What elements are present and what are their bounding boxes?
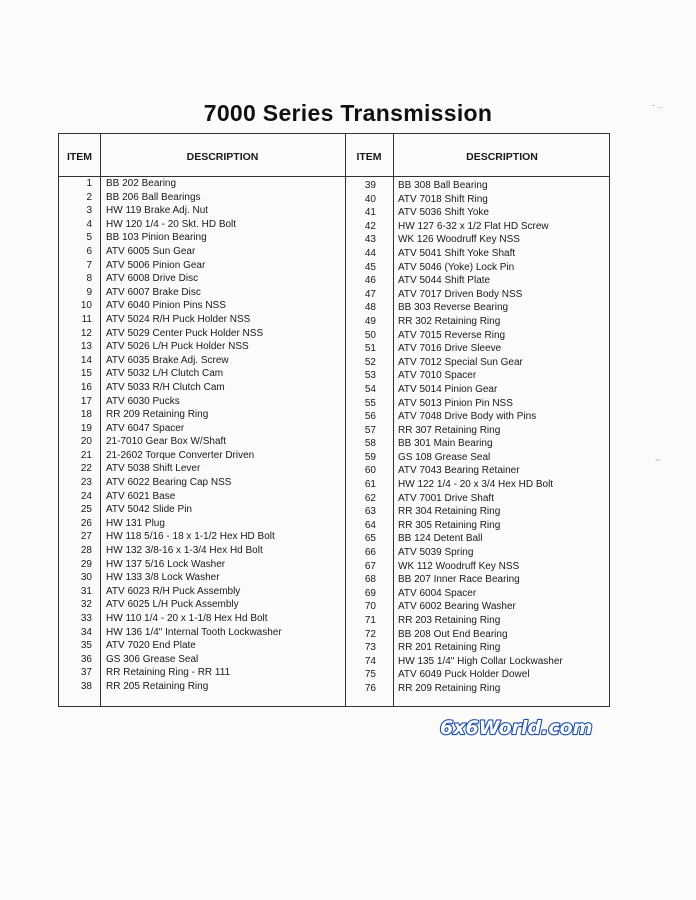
item-description: ATV 5014 Pinion Gear — [398, 383, 498, 395]
item-description: ATV 5036 Shift Yoke — [398, 207, 489, 219]
item-description: ATV 7048 Drive Body with Pins — [398, 411, 537, 423]
item-number: 37 — [80, 667, 92, 679]
item-number: 42 — [364, 220, 376, 232]
item-number: 27 — [80, 531, 92, 543]
table-row — [59, 177, 345, 191]
item-number: 61 — [364, 479, 376, 491]
item-description: ATV 5041 Shift Yoke Shaft — [398, 247, 516, 259]
item-description: HW 119 Brake Adj. Nut — [106, 205, 209, 217]
watermark-logo-graphic — [430, 712, 610, 742]
item-description: BB 301 Main Bearing — [398, 438, 493, 450]
item-number: 45 — [364, 261, 376, 273]
table-row — [59, 612, 345, 626]
item-description: HW 110 1/4 - 20 x 1-1/8 Hex Hd Bolt — [106, 613, 268, 624]
table-row — [345, 628, 611, 642]
item-description: HW 135 1/4" High Collar Lockwasher — [398, 655, 563, 667]
item-description: ATV 6022 Bearing Cap NSS — [106, 477, 232, 489]
table-row — [59, 571, 345, 585]
item-number: 71 — [364, 615, 376, 626]
item-number: 44 — [364, 247, 376, 259]
item-description: ATV 7017 Driven Body NSS — [398, 288, 523, 300]
item-description: HW 120 1/4 - 20 Skt. HD Bolt — [106, 218, 237, 230]
item-description: RR 305 Retaining Ring — [398, 519, 501, 531]
item-number: 30 — [80, 572, 92, 584]
item-description: 21-7010 Gear Box W/Shaft — [106, 436, 227, 448]
table-row — [345, 288, 611, 302]
table-row — [345, 356, 611, 370]
item-description: BB 207 Inner Race Bearing — [398, 574, 520, 586]
table-row — [345, 641, 611, 655]
table-row — [345, 464, 611, 478]
item-number: 64 — [364, 519, 376, 531]
table-row — [59, 299, 345, 313]
item-number: 74 — [364, 655, 376, 667]
table-row — [345, 410, 611, 424]
item-description: ATV 7012 Special Sun Gear — [398, 356, 523, 368]
header-description-right: DESCRIPTION — [466, 151, 538, 163]
item-number: 63 — [364, 506, 376, 518]
scan-speck: - .. — [652, 100, 663, 110]
table-row — [345, 532, 611, 546]
item-description: ATV 7020 End Plate — [106, 640, 196, 652]
page-title: 7000 Series Transmission — [203, 100, 493, 126]
item-description: BB 202 Bearing — [106, 178, 177, 189]
item-number: 11 — [81, 313, 92, 325]
item-description: BB 303 Reverse Bearing — [398, 302, 509, 314]
table-row — [59, 191, 345, 205]
table-row — [59, 626, 345, 640]
item-description: ATV 5024 R/H Puck Holder NSS — [106, 313, 251, 325]
item-number: 56 — [364, 411, 376, 423]
item-number: 4 — [86, 218, 92, 230]
item-description: ATV 6035 Brake Adj. Screw — [106, 354, 229, 366]
table-row — [59, 653, 345, 667]
table-row — [59, 272, 345, 286]
table-row — [59, 530, 345, 544]
item-description: HW 122 1/4 - 20 x 3/4 Hex HD Bolt — [398, 479, 554, 491]
item-description: RR 307 Retaining Ring — [398, 424, 501, 436]
item-description: ATV 5033 R/H Clutch Cam — [106, 381, 225, 393]
table-row — [59, 639, 345, 653]
table-row — [345, 587, 611, 601]
item-number: 72 — [364, 628, 376, 640]
item-number: 67 — [364, 560, 376, 572]
item-description: HW 132 3/8-16 x 1-3/4 Hex Hd Bolt — [106, 545, 263, 557]
item-description: RR 201 Retaining Ring — [398, 642, 501, 654]
item-number: 73 — [364, 642, 376, 654]
item-description: ATV 5044 Shift Plate — [398, 275, 491, 287]
item-description: RR 203 Retaining Ring — [398, 615, 501, 626]
item-number: 23 — [80, 477, 92, 489]
item-description: ATV 6040 Pinion Pins NSS — [106, 300, 226, 312]
item-description: ATV 7010 Spacer — [398, 370, 477, 382]
item-number: 51 — [364, 343, 376, 355]
table-row — [345, 655, 611, 669]
item-number: 13 — [80, 341, 92, 353]
item-description: ATV 5026 L/H Puck Holder NSS — [106, 341, 249, 353]
item-description: ATV 6005 Sun Gear — [106, 245, 196, 257]
item-number: 3 — [86, 205, 92, 217]
item-description: ATV 6007 Brake Disc — [106, 286, 201, 298]
item-number: 59 — [364, 451, 376, 463]
item-number: 54 — [364, 383, 376, 395]
item-number: 2 — [86, 191, 92, 203]
item-number: 22 — [80, 463, 92, 475]
table-row — [345, 301, 611, 315]
item-description: BB 208 Out End Bearing — [398, 628, 508, 640]
item-number: 48 — [364, 302, 376, 314]
item-number: 26 — [80, 517, 92, 529]
table-row — [59, 544, 345, 558]
item-description: HW 137 5/16 Lock Washer — [106, 558, 226, 570]
table-row — [345, 179, 611, 193]
item-number: 60 — [364, 465, 376, 477]
table-row — [345, 560, 611, 574]
table-row — [59, 286, 345, 300]
item-description: ATV 7018 Shift Ring — [398, 193, 488, 205]
table-row — [59, 218, 345, 232]
item-description: BB 206 Ball Bearings — [106, 191, 201, 203]
table-row — [59, 313, 345, 327]
table-row — [345, 614, 611, 628]
table-row — [59, 490, 345, 504]
item-description: HW 118 5/16 - 18 x 1-1/2 Hex HD Bolt — [106, 531, 275, 543]
table-row — [345, 274, 611, 288]
table-row — [345, 424, 611, 438]
table-row — [59, 354, 345, 368]
item-description: ATV 6008 Drive Disc — [106, 273, 199, 285]
item-description: GS 306 Grease Seal — [106, 653, 199, 665]
table-row — [345, 369, 611, 383]
table-row — [345, 478, 611, 492]
item-number: 50 — [364, 329, 376, 341]
item-description: ATV 6023 R/H Puck Assembly — [106, 585, 241, 597]
table-row — [345, 519, 611, 533]
item-number: 10 — [80, 300, 92, 312]
item-number: 39 — [364, 180, 376, 191]
table-row — [345, 451, 611, 465]
item-description: ATV 6047 Spacer — [106, 422, 185, 434]
item-description: BB 103 Pinion Bearing — [106, 232, 207, 244]
header-item-left: ITEM — [66, 151, 93, 163]
item-description: HW 127 6-32 x 1/2 Flat HD Screw — [398, 220, 549, 232]
table-row — [59, 517, 345, 531]
item-description: HW 136 1/4" Internal Tooth Lockwasher — [106, 626, 282, 638]
watermark-logo — [430, 712, 610, 742]
item-description: ATV 6025 L/H Puck Assembly — [106, 599, 239, 611]
item-number: 31 — [80, 585, 92, 597]
item-description: ATV 5038 Shift Lever — [106, 463, 201, 475]
item-description: 21-2602 Torque Converter Driven — [106, 449, 255, 461]
item-number: 46 — [364, 275, 376, 287]
table-row — [59, 435, 345, 449]
item-description: ATV 5006 Pinion Gear — [106, 259, 206, 271]
item-number: 65 — [364, 533, 376, 545]
table-row — [59, 408, 345, 422]
item-number: 58 — [364, 438, 376, 450]
item-number: 52 — [364, 356, 376, 368]
item-description: ATV 6002 Bearing Washer — [398, 601, 516, 613]
table-row — [59, 666, 345, 680]
table-row — [345, 206, 611, 220]
item-number: 19 — [80, 422, 92, 434]
item-number: 5 — [86, 232, 92, 244]
item-number: 12 — [80, 327, 92, 339]
item-description: RR Retaining Ring - RR 111 — [106, 667, 231, 679]
item-number: 75 — [364, 669, 376, 681]
item-description: BB 308 Ball Bearing — [398, 180, 488, 191]
table-row — [345, 437, 611, 451]
item-description: ATV 6049 Puck Holder Dowel — [398, 669, 530, 681]
table-row — [345, 383, 611, 397]
item-number: 25 — [80, 504, 92, 516]
item-number: 55 — [364, 397, 376, 409]
item-description: ATV 7015 Reverse Ring — [398, 329, 506, 341]
item-number: 7 — [86, 259, 92, 271]
table-row — [59, 598, 345, 612]
item-number: 21 — [80, 449, 92, 461]
table-row — [59, 259, 345, 273]
item-number: 49 — [364, 315, 376, 327]
item-description: ATV 7043 Bearing Retainer — [398, 465, 520, 477]
table-row — [345, 546, 611, 560]
item-number: 43 — [364, 234, 376, 246]
item-number: 34 — [80, 626, 92, 638]
table-row — [345, 573, 611, 587]
item-number: 76 — [364, 682, 376, 694]
item-number: 68 — [364, 574, 376, 586]
item-description: ATV 7001 Drive Shaft — [398, 492, 494, 504]
item-description: ATV 5029 Center Puck Holder NSS — [106, 327, 264, 339]
item-description: ATV 6004 Spacer — [398, 587, 477, 599]
item-description: WK 126 Woodruff Key NSS — [398, 234, 520, 246]
scan-speck: ~ — [655, 455, 661, 465]
table-row — [345, 342, 611, 356]
table-row — [59, 204, 345, 218]
table-row — [345, 668, 611, 682]
header-description-left: DESCRIPTION — [186, 151, 259, 163]
item-description: RR 209 Retaining Ring — [106, 409, 209, 421]
item-number: 35 — [80, 640, 92, 652]
table-row — [345, 600, 611, 614]
item-description: ATV 5032 L/H Clutch Cam — [106, 368, 224, 380]
right-parts-column — [345, 179, 611, 696]
table-row — [59, 395, 345, 409]
item-description: RR 205 Retaining Ring — [106, 680, 209, 692]
watermark-text: 6x6World.com — [440, 717, 593, 739]
table-row — [59, 680, 345, 694]
table-row — [59, 367, 345, 381]
table-row — [59, 340, 345, 354]
item-number: 16 — [80, 381, 92, 393]
item-number: 24 — [80, 490, 92, 502]
table-row — [345, 682, 611, 696]
item-number: 28 — [80, 545, 92, 557]
item-number: 14 — [80, 354, 92, 366]
table-row — [345, 247, 611, 261]
table-row — [345, 220, 611, 234]
item-number: 62 — [364, 492, 376, 504]
table-row — [59, 462, 345, 476]
item-number: 17 — [80, 395, 92, 407]
item-description: BB 124 Detent Ball — [398, 533, 483, 545]
item-number: 41 — [364, 207, 376, 219]
table-row — [345, 193, 611, 207]
table-row — [59, 245, 345, 259]
item-description: RR 302 Retaining Ring — [398, 315, 501, 327]
item-description: WK 112 Woodruff Key NSS — [398, 560, 520, 572]
item-number: 18 — [80, 409, 92, 421]
item-description: ATV 7016 Drive Sleeve — [398, 343, 502, 355]
table-row — [59, 422, 345, 436]
item-description: ATV 6021 Base — [106, 490, 176, 502]
table-row — [345, 492, 611, 506]
item-number: 40 — [364, 193, 376, 205]
table-row — [59, 449, 345, 463]
item-description: ATV 5013 Pinion Pin NSS — [398, 397, 513, 409]
item-description: ATV 6030 Pucks — [106, 395, 180, 407]
item-description: ATV 5042 Slide Pin — [106, 504, 192, 516]
item-number: 20 — [80, 436, 92, 448]
item-description: ATV 5046 (Yoke) Lock Pin — [398, 261, 515, 273]
item-number: 36 — [80, 653, 92, 665]
item-description: RR 304 Retaining Ring — [398, 506, 501, 518]
item-number: 6 — [86, 245, 92, 257]
item-number: 70 — [364, 601, 376, 613]
item-number: 57 — [364, 424, 376, 436]
item-number: 15 — [80, 368, 92, 380]
table-row — [59, 327, 345, 341]
item-number: 53 — [364, 370, 376, 382]
table-row — [345, 261, 611, 275]
table-row — [345, 233, 611, 247]
table-row — [345, 315, 611, 329]
item-description: HW 133 3/8 Lock Washer — [106, 572, 220, 584]
item-number: 8 — [86, 273, 92, 285]
item-number: 69 — [364, 587, 376, 599]
table-row — [345, 505, 611, 519]
item-number: 32 — [80, 599, 92, 611]
item-number: 33 — [80, 613, 92, 624]
item-number: 38 — [80, 680, 92, 692]
left-parts-column — [59, 177, 345, 694]
header-item-right: ITEM — [356, 151, 382, 163]
table-row — [345, 329, 611, 343]
item-description: RR 209 Retaining Ring — [398, 682, 501, 694]
item-number: 47 — [364, 288, 376, 300]
item-description: GS 108 Grease Seal — [398, 451, 491, 463]
table-row — [59, 503, 345, 517]
table-row — [345, 397, 611, 411]
item-description: HW 131 Plug — [106, 517, 165, 529]
table-row — [59, 231, 345, 245]
table-row — [59, 476, 345, 490]
item-number: 9 — [86, 286, 92, 298]
parts-table — [58, 133, 610, 707]
item-description: ATV 5039 Spring — [398, 547, 474, 559]
item-number: 66 — [364, 547, 376, 559]
table-row — [59, 381, 345, 395]
table-row — [59, 558, 345, 572]
item-number: 1 — [86, 178, 92, 189]
table-row — [59, 585, 345, 599]
item-number: 29 — [80, 558, 92, 570]
